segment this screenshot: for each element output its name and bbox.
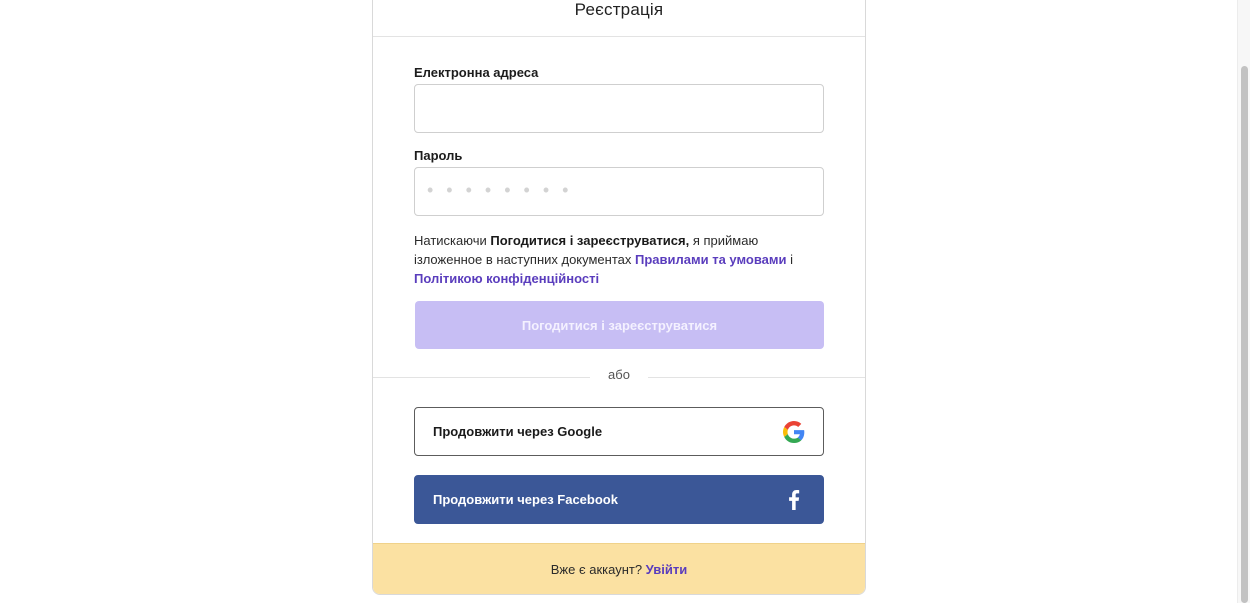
continue-with-google-button[interactable]: [414, 407, 824, 456]
terms-middle: я приймаю ізложенное в наступних документах: [414, 233, 759, 267]
registration-card: [372, 0, 866, 595]
privacy-policy-link[interactable]: Політикою конфіденційності: [414, 271, 600, 286]
google-icon: [782, 420, 806, 444]
email-label: Електронна адреса: [414, 65, 539, 80]
login-link[interactable]: Увійти: [645, 562, 688, 577]
terms-conjunction: і: [786, 252, 794, 267]
card-header: [373, 0, 865, 37]
continue-with-facebook-button[interactable]: [414, 475, 824, 524]
terms-prefix: Натискаючи: [414, 233, 491, 248]
login-footer: [373, 543, 865, 595]
password-field[interactable]: [414, 167, 824, 216]
have-account-text: Вже є аккаунт?: [550, 562, 646, 577]
email-field[interactable]: [414, 84, 824, 133]
facebook-icon: [782, 488, 806, 512]
window-scrollbar-thumb[interactable]: [1241, 66, 1248, 603]
or-divider-label: або: [590, 367, 648, 387]
password-label: Пароль: [414, 148, 463, 163]
terms-rules-link[interactable]: Правилами та умовами: [635, 252, 787, 267]
window-scrollbar[interactable]: [1237, 0, 1250, 603]
page-title: Реєстрація: [574, 0, 664, 19]
terms-text: [414, 231, 824, 288]
google-button-label: Продовжити через Google: [433, 424, 603, 439]
facebook-button-label: Продовжити через Facebook: [433, 492, 618, 507]
terms-action-bold: Погодитися і зареєструватися,: [490, 233, 690, 248]
agree-and-register-button[interactable]: Погодитися і зареєструватися: [415, 301, 824, 349]
